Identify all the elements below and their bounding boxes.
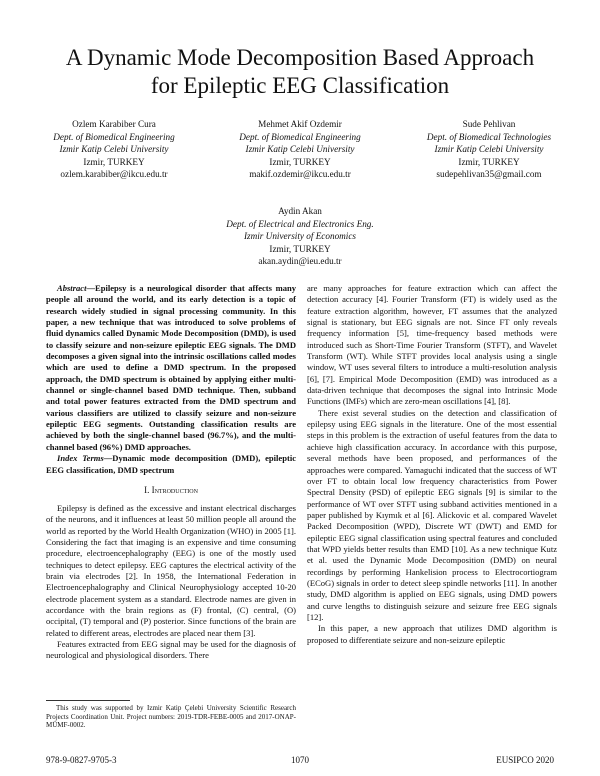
author-block-1: [29, 118, 199, 181]
author-dept: Dept. of Biomedical Technologies: [426, 131, 552, 142]
author-email: ozlem.karabiber@ikcu.edu.tr: [60, 169, 168, 180]
footer-page-number: 1070: [291, 755, 309, 765]
author-univ: Izmir Katip Celebi University: [59, 144, 169, 155]
right-column: [307, 283, 557, 646]
author-city: Izmir, TURKEY: [458, 156, 520, 167]
author-city: Izmir, TURKEY: [83, 156, 145, 167]
author-city: Izmir, TURKEY: [269, 156, 331, 167]
author-univ: Izmir Katip Celebi University: [245, 144, 355, 155]
author-name: Aydin Akan: [278, 206, 322, 216]
author-block-3: [399, 118, 579, 181]
footer-isbn: 978-9-0827-9705-3: [46, 755, 117, 765]
section-heading-introduction: I. Introduction: [144, 484, 198, 495]
funding-footnote: This study was supported by Izmir Katip Çelebi University Scientific Research Projects Coordination Unit. Project numbers: 2019-TDR-FEBE-0005 and 2017-ONAP-MÜMF-0002.: [46, 704, 296, 730]
author-block-4: [200, 205, 400, 268]
right-paragraph-1: are many approaches for feature extraction which can affect the detection accuracy [4]. Fourier Transform (FT) is widely used as the feature extraction algorithm, however, FT assumes that the analyzed signal is stationary, but EEG signals are not. Since FT only reveals frequency information [5], time-frequency based methods were introduced such as Short-Time Fourier Transform (STFT), and Wavelet Transform (WT). While STFT provides local analysis using a single window, WT uses several filters to introduce a multi-resolution analysis [6], [7]. Empirical Mode Decomposition (EMD) was introduced as a data-driven technique that decomposes the signal into Intrinsic Mode Functions (IMFs) which are zero-mean oscillations [4], [8].: [307, 283, 557, 407]
index-terms: [46, 453, 296, 476]
author-dept: Dept. of Biomedical Engineering: [53, 131, 175, 142]
footnote-area: [46, 700, 296, 730]
footer-conference: EUSIPCO 2020: [496, 755, 554, 765]
author-univ: Izmir Katip Celebi University: [434, 144, 544, 155]
paper-title: [0, 44, 600, 100]
footnote-rule: [46, 700, 130, 701]
right-paragraph-2: There exist several studies on the detection and classification of epilepsy using EEG signals in the literature. One of the most essential steps in this problem is the extraction of useful features from the data to achieve high classification accuracy. In accordance with this purpose, several methods have been proposed, and performances of the approaches were compared. Yamaguchi indicated that the success of WT over FT to obtain local low frequency characteristics from Power Spectral Density (PSD) of epileptic EEG signals [9] is similar to the performance of WT over STFT using subband activities mentioned in a paper published by Kıymık et al [6]. Alickovic et al. compared Wavelet Packed Decomposition (WPD), Discrete WT (DWT) and EMD for epileptic EEG signal classification using spectral features and concluded that WPD yields better results than EMD [10]. As a new technique Kutz et al. used the Dynamic Mode Decomposition (DMD) on neural recordings by performing Hankelision process to Electrocortiogram (ECoG) signals in order to detect sleep spindle networks [11]. In another study, DMD algorithm is applied on EEG signals, using DMD powers and curve lengths to distinguish seizure and seizure free EEG signals [12].: [307, 407, 557, 622]
index-terms-text: Dynamic mode decomposition (DMD), epileptic EEG classification, DMD spectrum: [46, 453, 296, 475]
abstract-text: Epilepsy is a neurological disorder that affects many people all around the world, and its early detection is a topic of research widely studied in signal processing community. In this paper, a new technique that was introduced to solve problems of fluid dynamics called Dynamic Mode Decomposition (DMD), is used to classify seizure and non-seizure epileptic EEG signals. The DMD decomposes a given signal into the intrinsic oscillations called modes which are used to define a DMD spectrum. In the proposed approach, the DMD spectrum is obtained by applying either multi-channel or single-channel based DMD technique. Then, subband and total power features extracted from the DMD spectrum and various classifiers are utilized to classify seizure and non-seizure epileptic EEG segments. Outstanding classification results are achieved by both the single-channel based (96.7%), and the multi-channel based (96%) DMD approaches.: [46, 283, 296, 452]
author-dept: Dept. of Biomedical Engineering: [239, 131, 361, 142]
title-line-2: for Epileptic EEG Classification: [150, 73, 450, 98]
title-line-1: A Dynamic Mode Decomposition Based Approach: [65, 45, 535, 70]
author-city: Izmir, TURKEY: [269, 243, 331, 254]
intro-paragraph-2: Features extracted from EEG signal may be used for the diagnosis of neurological and physiological disorders. There: [46, 638, 296, 661]
author-name: Sude Pehlivan: [462, 119, 516, 129]
index-terms-label: Index Terms—: [57, 453, 113, 464]
author-name: Ozlem Karabiber Cura: [72, 119, 156, 129]
right-paragraph-3: In this paper, a new approach that utilizes DMD algorithm is proposed to differentiate seizure and non-seizure epileptic: [307, 623, 557, 645]
author-dept: Dept. of Electrical and Electronics Eng.: [226, 218, 374, 229]
abstract: [46, 283, 296, 453]
intro-paragraph-1: Epilepsy is defined as the excessive and instant electrical discharges of the neurons, and it influences at least 50 million people all around the world as reported by the World Health Organization (WHO) in 2005 [1]. Considering the fact that imaging is an expensive and time consuming procedure, electroencephalography (EEG) is one of the mostly used techniques to detect epilepsy. EEG captures the electrical activity of the brain via electrodes [2]. In 1958, the International Federation in Electroencephalography and Clinical Neurophysiology accepted 10-20 electrode placement system as a standard. Electrode names are given in accordance with the brain regions as (F) frontal, (C) central, (O) occipital, (T) temporal and (P) posterior. Since functions of the brain are related to different areas, electrodes are placed near them [3].: [46, 502, 296, 638]
author-email: makif.ozdemir@ikcu.edu.tr: [249, 169, 351, 180]
author-name: Mehmet Akif Ozdemir: [258, 119, 342, 129]
left-column: [46, 283, 296, 662]
author-email: akan.aydin@ieu.edu.tr: [258, 256, 342, 267]
author-email: sudepehlivan35@gmail.com: [436, 169, 542, 180]
abstract-label: Abstract—: [57, 283, 95, 293]
author-univ: Izmir University of Economics: [243, 231, 357, 242]
author-block-2: [215, 118, 385, 181]
